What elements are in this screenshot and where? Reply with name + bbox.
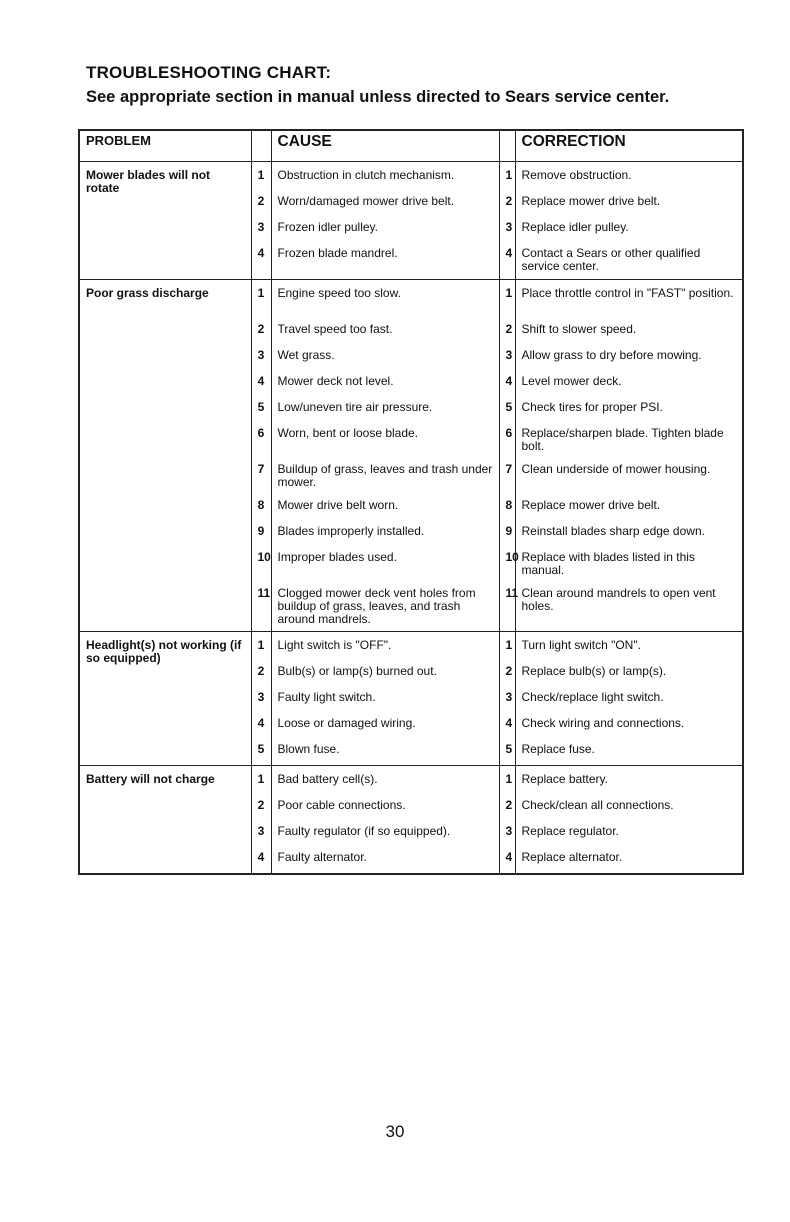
correction-cell: Replace battery. xyxy=(515,766,743,796)
correction-number: 2 xyxy=(499,319,515,345)
table-body xyxy=(79,162,743,875)
cause-cell: Engine speed too slow. xyxy=(271,280,499,320)
correction-number: 5 xyxy=(499,397,515,423)
cause-number: 4 xyxy=(251,371,271,397)
correction-number: 2 xyxy=(499,795,515,821)
table-row xyxy=(79,280,743,320)
correction-cell: Allow grass to dry before mowing. xyxy=(521,348,702,362)
cause-cell: Poor cable connections. xyxy=(271,795,499,821)
cause-number: 5 xyxy=(251,739,271,766)
cause-cell: Faulty light switch. xyxy=(271,687,499,713)
cause-number: 10 xyxy=(251,547,271,583)
correction-number: 4 xyxy=(499,243,515,280)
page-subtitle: See appropriate section in manual unless directed to Sears service center. xyxy=(86,88,670,106)
cause-number: 7 xyxy=(251,459,271,495)
correction-cell: Replace bulb(s) or lamp(s). xyxy=(521,664,667,678)
correction-number: 3 xyxy=(499,821,515,847)
correction-cell: Replace alternator. xyxy=(521,850,623,864)
cause-number: 1 xyxy=(251,162,271,192)
correction-cell: Clean underside of mower housing. xyxy=(521,462,711,476)
correction-cell: Place throttle control in "FAST" position. xyxy=(515,280,743,320)
cause-cell: Obstruction in clutch mechanism. xyxy=(271,162,499,192)
correction-cell: Replace mower drive belt. xyxy=(521,194,661,208)
cause-number: 3 xyxy=(251,821,271,847)
cause-number: 4 xyxy=(251,243,271,280)
correction-cell: Check tires for proper PSI. xyxy=(521,400,663,414)
cause-cell: Loose or damaged wiring. xyxy=(271,713,499,739)
cause-cell: Improper blades used. xyxy=(271,547,499,583)
correction-number: 5 xyxy=(499,739,515,766)
cause-cell: Wet grass. xyxy=(271,345,499,371)
problem-cell: Headlight(s) not working (if so equipped) xyxy=(79,632,251,766)
correction-cell: Clean around mandrels to open vent holes. xyxy=(521,586,716,613)
correction-number: 1 xyxy=(499,766,515,796)
cause-cell: Blades improperly installed. xyxy=(271,521,499,547)
correction-number: 4 xyxy=(499,847,515,874)
correction-number: 2 xyxy=(499,191,515,217)
correction-number: 1 xyxy=(499,632,515,662)
cause-number: 4 xyxy=(251,847,271,874)
cause-cell: Frozen blade mandrel. xyxy=(271,243,499,280)
troubleshooting-table xyxy=(78,129,744,875)
cause-number: 2 xyxy=(251,795,271,821)
cause-cell: Buildup of grass, leaves and trash under mower. xyxy=(271,459,499,495)
correction-number: 1 xyxy=(499,162,515,192)
cause-number: 1 xyxy=(251,632,271,662)
correction-number: 8 xyxy=(499,495,515,521)
table-row xyxy=(79,162,743,192)
cause-number: 2 xyxy=(251,319,271,345)
problem-cell: Battery will not charge xyxy=(79,766,251,875)
header-number-cause xyxy=(251,130,271,162)
table-row xyxy=(79,632,743,662)
correction-cell: Check wiring and connections. xyxy=(521,716,685,730)
cause-number: 1 xyxy=(251,280,271,320)
correction-number: 9 xyxy=(499,521,515,547)
problem-cell: Mower blades will not rotate xyxy=(79,162,251,280)
correction-cell: Check/clean all connections. xyxy=(521,798,674,812)
correction-cell: Turn light switch "ON". xyxy=(515,632,743,662)
cause-number: 1 xyxy=(251,766,271,796)
cause-number: 11 xyxy=(251,583,271,632)
cause-number: 3 xyxy=(251,345,271,371)
table-header-row xyxy=(79,130,743,162)
table-row xyxy=(79,766,743,796)
correction-cell: Check/replace light switch. xyxy=(521,690,664,704)
cause-cell: Bulb(s) or lamp(s) burned out. xyxy=(271,661,499,687)
cause-cell: Worn, bent or loose blade. xyxy=(271,423,499,459)
header-cause: CAUSE xyxy=(271,130,499,162)
correction-cell: Reinstall blades sharp edge down. xyxy=(521,524,705,538)
header-correction: CORRECTION xyxy=(515,130,743,162)
correction-number: 11 xyxy=(499,583,515,632)
correction-cell: Shift to slower speed. xyxy=(521,322,637,336)
correction-cell: Replace fuse. xyxy=(521,742,595,756)
correction-cell: Replace mower drive belt. xyxy=(521,498,661,512)
cause-number: 5 xyxy=(251,397,271,423)
correction-number: 10 xyxy=(499,547,515,583)
cause-number: 4 xyxy=(251,713,271,739)
correction-number: 7 xyxy=(499,459,515,495)
correction-cell: Replace/sharpen blade. Tighten blade bolt. xyxy=(521,426,724,453)
correction-cell: Remove obstruction. xyxy=(515,162,743,192)
correction-number: 4 xyxy=(499,371,515,397)
cause-number: 9 xyxy=(251,521,271,547)
cause-cell: Faulty regulator (if so equipped). xyxy=(271,821,499,847)
correction-cell: Level mower deck. xyxy=(521,374,622,388)
cause-number: 8 xyxy=(251,495,271,521)
correction-cell: Replace regulator. xyxy=(521,824,619,838)
correction-number: 3 xyxy=(499,345,515,371)
cause-cell: Clogged mower deck vent holes from buildup of grass, leaves, and trash around mandrels. xyxy=(271,583,499,632)
header-number-correction xyxy=(499,130,515,162)
page-number: 30 xyxy=(385,1122,405,1141)
cause-cell: Bad battery cell(s). xyxy=(271,766,499,796)
cause-cell: Frozen idler pulley. xyxy=(271,217,499,243)
correction-cell: Contact a Sears or other qualified service center. xyxy=(521,246,701,273)
correction-number: 1 xyxy=(499,280,515,320)
cause-number: 2 xyxy=(251,661,271,687)
cause-number: 3 xyxy=(251,217,271,243)
cause-cell: Faulty alternator. xyxy=(271,847,499,874)
correction-cell: Replace idler pulley. xyxy=(521,220,629,234)
correction-cell: Replace with blades listed in this manual. xyxy=(521,550,695,577)
cause-number: 3 xyxy=(251,687,271,713)
page-title: TROUBLESHOOTING CHART: xyxy=(86,63,332,82)
cause-number: 2 xyxy=(251,191,271,217)
cause-cell: Light switch is "OFF". xyxy=(271,632,499,662)
problem-cell: Poor grass discharge xyxy=(79,280,251,632)
correction-number: 4 xyxy=(499,713,515,739)
cause-cell: Travel speed too fast. xyxy=(271,319,499,345)
cause-number: 6 xyxy=(251,423,271,459)
correction-number: 3 xyxy=(499,217,515,243)
correction-number: 3 xyxy=(499,687,515,713)
header-problem: PROBLEM xyxy=(79,130,251,162)
cause-cell: Mower deck not level. xyxy=(271,371,499,397)
cause-cell: Blown fuse. xyxy=(271,739,499,766)
cause-cell: Mower drive belt worn. xyxy=(271,495,499,521)
cause-cell: Worn/damaged mower drive belt. xyxy=(271,191,499,217)
correction-number: 2 xyxy=(499,661,515,687)
cause-cell: Low/uneven tire air pressure. xyxy=(271,397,499,423)
correction-number: 6 xyxy=(499,423,515,459)
